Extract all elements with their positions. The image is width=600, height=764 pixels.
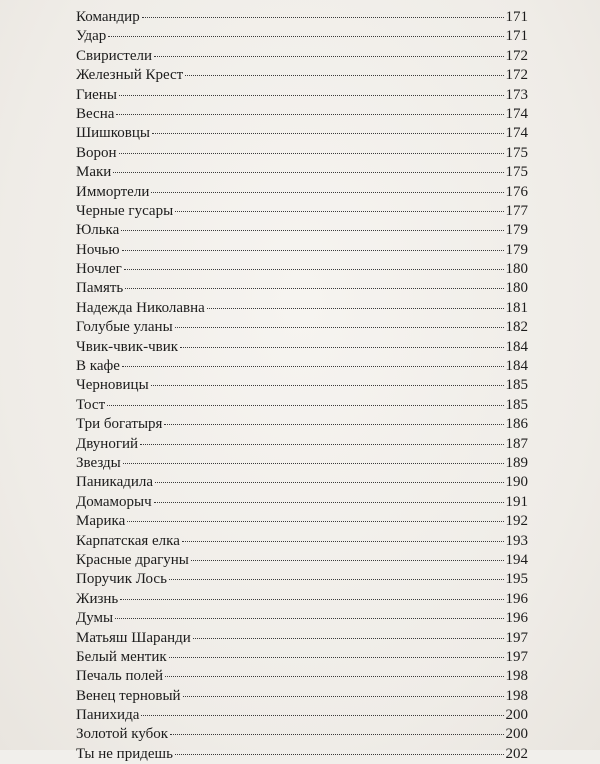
toc-entry-title: Голубые уланы xyxy=(76,319,173,336)
toc-entry-page-number: 185 xyxy=(505,396,528,413)
toc-entry-page-number: 189 xyxy=(505,454,528,471)
toc-entry-title: Звезды xyxy=(76,454,121,471)
toc-entry-title: Ночью xyxy=(76,241,120,258)
toc-entry-page-number: 174 xyxy=(505,125,528,142)
toc-entry xyxy=(76,105,528,124)
toc-entry-title: Жизнь xyxy=(76,590,119,607)
toc-entry-page-number: 202 xyxy=(505,745,528,762)
toc-entry-page-number: 193 xyxy=(505,532,528,549)
dot-leader xyxy=(113,171,503,173)
toc-entry-page-number: 173 xyxy=(505,86,528,103)
toc-entry-title: Красные драгуны xyxy=(76,551,189,568)
toc-entry-title: Венец терновый xyxy=(76,687,181,704)
dot-leader xyxy=(185,74,503,76)
toc-entry-title: Марика xyxy=(76,513,126,530)
toc-entry-title: Иммортели xyxy=(76,183,150,200)
toc-entry xyxy=(76,609,528,628)
dot-leader xyxy=(191,559,504,561)
toc-entry xyxy=(76,551,528,570)
toc-entry-title: Ворон xyxy=(76,144,117,161)
dot-leader xyxy=(154,55,503,57)
toc-entry xyxy=(76,318,528,337)
toc-entry-title: Домаморыч xyxy=(76,493,152,510)
toc-entry xyxy=(76,629,528,648)
toc-entry xyxy=(76,124,528,143)
dot-leader xyxy=(116,113,503,115)
dot-leader xyxy=(124,268,504,270)
dot-leader xyxy=(122,249,504,251)
toc-entry-page-number: 195 xyxy=(505,571,528,588)
toc-entry-title: Удар xyxy=(76,28,107,45)
toc-entry-page-number: 177 xyxy=(505,202,528,219)
toc-entry xyxy=(76,532,528,551)
dot-leader xyxy=(120,598,503,600)
toc-entry-page-number: 175 xyxy=(505,144,528,161)
toc-entry-title: Панихида xyxy=(76,707,140,724)
toc-entry xyxy=(76,667,528,686)
toc-entry-page-number: 176 xyxy=(505,183,528,200)
toc-entry-title: Золотой кубок xyxy=(76,726,169,743)
toc-entry-page-number: 179 xyxy=(505,241,528,258)
toc-entry-page-number: 174 xyxy=(505,105,528,122)
toc-entry-page-number: 192 xyxy=(505,513,528,530)
toc-entry xyxy=(76,706,528,725)
toc-entry-page-number: 175 xyxy=(505,164,528,181)
dot-leader xyxy=(122,365,504,367)
dot-leader xyxy=(182,540,504,542)
dot-leader xyxy=(107,404,503,406)
dot-leader xyxy=(127,520,503,522)
dot-leader xyxy=(140,443,503,445)
toc-entry xyxy=(76,687,528,706)
toc-entry-page-number: 194 xyxy=(505,551,528,568)
toc-entry xyxy=(76,183,528,202)
toc-entry-title: Три богатыря xyxy=(76,416,163,433)
toc-entry-page-number: 184 xyxy=(505,358,528,375)
toc-entry xyxy=(76,473,528,492)
dot-leader xyxy=(175,326,504,328)
toc-entry-title: Чвик-чвик-чвик xyxy=(76,338,179,355)
dot-leader xyxy=(155,481,503,483)
dot-leader xyxy=(123,462,504,464)
toc-entry xyxy=(76,27,528,46)
dot-leader xyxy=(121,229,503,231)
toc-entry xyxy=(76,8,528,27)
toc-entry-title: Железный Крест xyxy=(76,67,184,84)
toc-entry xyxy=(76,570,528,589)
table-of-contents xyxy=(76,8,528,764)
toc-entry xyxy=(76,745,528,764)
toc-entry-page-number: 185 xyxy=(505,377,528,394)
toc-entry xyxy=(76,435,528,454)
toc-entry-page-number: 171 xyxy=(505,28,528,45)
dot-leader xyxy=(115,617,503,619)
toc-entry-page-number: 196 xyxy=(505,590,528,607)
toc-entry-page-number: 200 xyxy=(505,707,528,724)
toc-entry-page-number: 172 xyxy=(505,67,528,84)
toc-entry-page-number: 179 xyxy=(505,222,528,239)
toc-entry-page-number: 196 xyxy=(505,610,528,627)
toc-entry xyxy=(76,648,528,667)
toc-entry-page-number: 186 xyxy=(505,416,528,433)
toc-entry-title: Память xyxy=(76,280,124,297)
dot-leader xyxy=(180,346,503,348)
toc-entry xyxy=(76,512,528,531)
toc-entry xyxy=(76,163,528,182)
toc-entry-page-number: 197 xyxy=(505,629,528,646)
toc-entry-title: Поручик Лось xyxy=(76,571,167,588)
toc-entry-page-number: 187 xyxy=(505,435,528,452)
dot-leader xyxy=(175,753,504,755)
dot-leader xyxy=(119,152,504,154)
toc-entry-title: Свиристели xyxy=(76,47,153,64)
dot-leader xyxy=(207,307,504,309)
toc-entry-title: В кафе xyxy=(76,358,120,375)
dot-leader xyxy=(170,733,503,735)
dot-leader xyxy=(164,423,503,425)
toc-entry xyxy=(76,415,528,434)
toc-entry xyxy=(76,260,528,279)
toc-entry-title: Ночлег xyxy=(76,261,122,278)
toc-entry-title: Белый ментик xyxy=(76,648,167,665)
toc-entry-title: Гиены xyxy=(76,86,117,103)
toc-entry-page-number: 180 xyxy=(505,280,528,297)
toc-entry-page-number: 200 xyxy=(505,726,528,743)
toc-entry-title: Маки xyxy=(76,164,112,181)
toc-entry xyxy=(76,357,528,376)
toc-entry xyxy=(76,47,528,66)
dot-leader xyxy=(141,714,503,716)
dot-leader xyxy=(183,695,504,697)
toc-entry xyxy=(76,202,528,221)
toc-entry-page-number: 180 xyxy=(505,261,528,278)
toc-entry-title: Думы xyxy=(76,610,114,627)
toc-entry-title: Весна xyxy=(76,105,115,122)
toc-entry-page-number: 184 xyxy=(505,338,528,355)
toc-entry xyxy=(76,66,528,85)
toc-entry xyxy=(76,590,528,609)
toc-entry-title: Командир xyxy=(76,9,140,25)
dot-leader xyxy=(193,637,504,639)
dot-leader xyxy=(151,191,503,193)
dot-leader xyxy=(119,94,504,96)
toc-entry-page-number: 198 xyxy=(505,668,528,685)
toc-entry-page-number: 182 xyxy=(505,319,528,336)
toc-entry xyxy=(76,493,528,512)
toc-entry-page-number: 197 xyxy=(505,648,528,665)
toc-entry-page-number: 181 xyxy=(505,299,528,316)
toc-entry-page-number: 191 xyxy=(505,493,528,510)
toc-entry-title: Карпатская елка xyxy=(76,532,180,549)
toc-entry-title: Матьяш Шаранди xyxy=(76,629,191,646)
dot-leader xyxy=(142,16,504,18)
toc-entry-page-number: 190 xyxy=(505,474,528,491)
toc-entry-page-number: 172 xyxy=(505,47,528,64)
toc-entry-title: Черные гусары xyxy=(76,202,174,219)
dot-leader xyxy=(175,210,503,212)
toc-entry-title: Двуногий xyxy=(76,435,139,452)
dot-leader xyxy=(165,675,503,677)
dot-leader xyxy=(125,287,503,289)
dot-leader xyxy=(169,578,504,580)
toc-entry xyxy=(76,338,528,357)
toc-entry xyxy=(76,241,528,260)
dot-leader xyxy=(152,132,504,134)
toc-entry xyxy=(76,144,528,163)
toc-entry-title: Шишковцы xyxy=(76,125,150,142)
toc-entry-title: Ты не придешь xyxy=(76,745,173,762)
toc-entry xyxy=(76,86,528,105)
toc-entry-title: Тост xyxy=(76,396,106,413)
toc-entry xyxy=(76,454,528,473)
dot-leader xyxy=(154,501,504,503)
toc-entry xyxy=(76,396,528,415)
toc-entry-page-number: 198 xyxy=(505,687,528,704)
toc-entry-title: Печаль полей xyxy=(76,668,164,685)
toc-entry-page-number: 171 xyxy=(505,9,528,25)
toc-entry xyxy=(76,221,528,240)
toc-entry xyxy=(76,376,528,395)
toc-entry xyxy=(76,299,528,318)
dot-leader xyxy=(108,35,503,37)
toc-entry-title: Юлька xyxy=(76,222,120,239)
dot-leader xyxy=(169,656,504,658)
toc-entry-title: Паникадила xyxy=(76,474,154,491)
toc-entry xyxy=(76,725,528,744)
toc-entry xyxy=(76,279,528,298)
toc-entry-title: Надежда Николавна xyxy=(76,299,205,316)
dot-leader xyxy=(151,384,504,386)
toc-entry-title: Черновицы xyxy=(76,377,149,394)
